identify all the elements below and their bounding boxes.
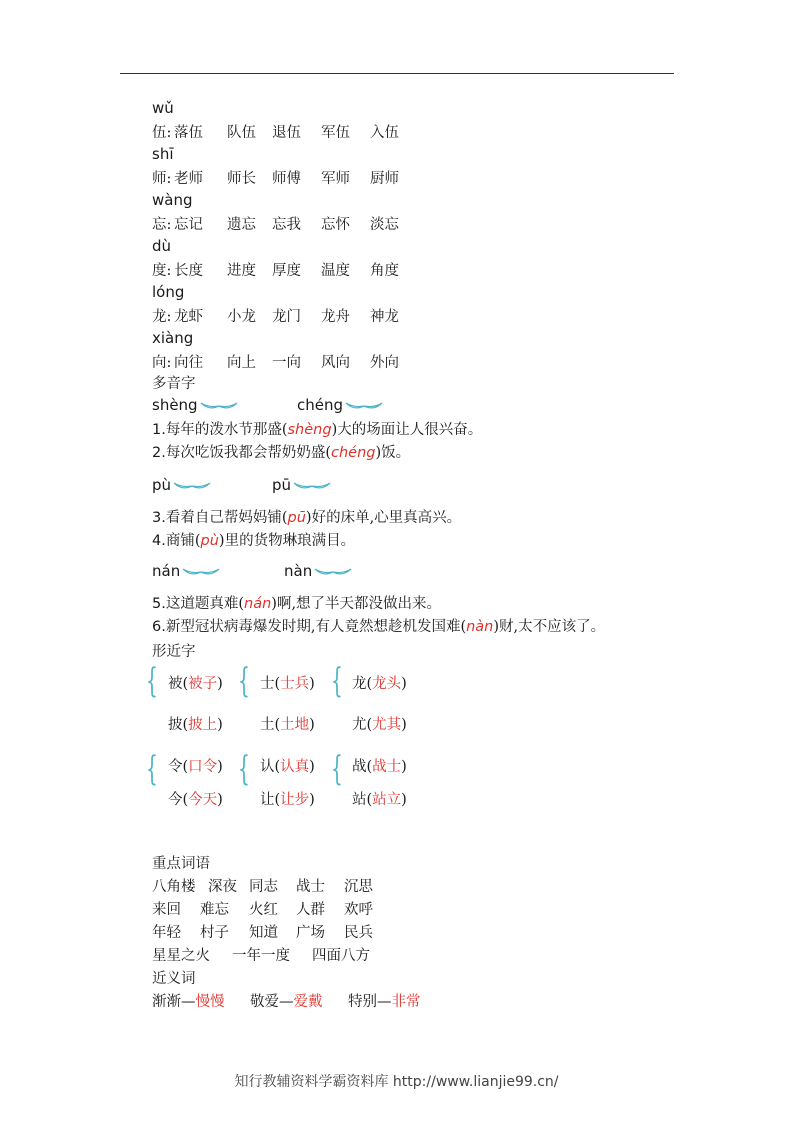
key-word: 民兵 [344, 925, 373, 941]
wave-underline-icon [173, 480, 211, 492]
synonym-pair [152, 990, 225, 1011]
polyphonic-heading: 多音字 [152, 376, 196, 392]
similar-bottom [168, 788, 223, 809]
group-char: 师: [152, 171, 172, 187]
polyphonic-reading [152, 476, 211, 494]
synonym-b: 非常 [391, 994, 421, 1010]
similar-char: 战( [352, 759, 373, 775]
sentence-text: )啊,想了半天都没做出来。 [271, 596, 442, 612]
synonym-dash: — [279, 994, 294, 1010]
group-word: 外向 [370, 355, 399, 371]
group-char: 龙: [152, 309, 172, 325]
polyphonic-sentence [152, 441, 410, 462]
group-char: 伍: [152, 125, 172, 141]
group-word: 向上 [227, 355, 256, 371]
group-word: 一向 [272, 355, 301, 371]
key-word: 沉思 [344, 879, 373, 895]
group-word: 神龙 [370, 309, 399, 325]
key-word: 深夜 [208, 879, 237, 895]
similar-word: 尤其 [372, 717, 402, 733]
similar-word: 土地 [280, 717, 310, 733]
similar-char: 尤( [352, 717, 373, 733]
similar-word: 被子 [188, 676, 218, 692]
wave-underline-icon [345, 400, 383, 412]
similar-top [260, 755, 315, 776]
group-word: 龙虾 [174, 309, 203, 325]
sentence-number: 6. [152, 619, 166, 635]
reading-text: pū [272, 476, 292, 494]
key-words-heading: 重点词语 [152, 856, 210, 872]
synonyms-heading: 近义词 [152, 971, 196, 987]
group-word: 龙门 [272, 309, 301, 325]
key-word: 同志 [249, 879, 278, 895]
group-word: 温度 [321, 263, 350, 279]
similar-word: 站立 [372, 792, 402, 808]
similar-char: 士( [260, 676, 281, 692]
pinyin-label: shī [152, 145, 174, 163]
key-word: 战士 [296, 879, 325, 895]
similar-char: 认( [260, 759, 281, 775]
polyphonic-sentence [152, 418, 482, 439]
group-word: 师长 [227, 171, 256, 187]
polyphonic-sentence [152, 615, 605, 636]
key-word: 欢呼 [344, 902, 373, 918]
similar-char: 被( [168, 676, 189, 692]
similar-paren: ) [217, 676, 223, 692]
sentence-text: 每次吃饭我都会帮奶奶盛( [165, 445, 331, 461]
group-word: 龙舟 [321, 309, 350, 325]
footer-watermark: 知行教辅资料学霸资料库 http://www.lianjie99.cn/ [234, 1074, 559, 1090]
key-word: 四面八方 [312, 948, 370, 964]
similar-word: 口令 [188, 759, 218, 775]
sentence-number: 3. [152, 510, 166, 526]
group-word: 入伍 [370, 125, 399, 141]
synonym-dash: — [181, 994, 196, 1010]
sentence-number: 5. [152, 596, 166, 612]
curly-brace-icon: { [146, 749, 158, 789]
sentence-text: 商铺( [165, 533, 201, 549]
group-word: 落伍 [174, 125, 203, 141]
group-word: 师傅 [272, 171, 301, 187]
similar-paren: ) [217, 759, 223, 775]
similar-paren: ) [401, 792, 407, 808]
similar-word: 战士 [372, 759, 402, 775]
reading-text: chéng [297, 396, 344, 414]
similar-top [260, 672, 315, 693]
key-word: 八角楼 [152, 879, 196, 895]
similar-bottom [260, 788, 315, 809]
key-word: 村子 [200, 925, 229, 941]
key-word: 知道 [249, 925, 278, 941]
similar-top [352, 672, 407, 693]
pinyin-label: lóng [152, 283, 185, 301]
sentence-text: 新型冠状病毒爆发时期,有人竟然想趁机发国难( [165, 619, 467, 635]
synonym-dash: — [377, 994, 392, 1010]
group-char: 向: [152, 355, 172, 371]
sentence-text: 这道题真难( [165, 596, 245, 612]
sentence-text: )饭。 [375, 445, 411, 461]
similar-char: 令( [168, 759, 189, 775]
sentence-number: 2. [152, 445, 166, 461]
reading-text: nàn [284, 562, 313, 580]
answer-pinyin: pù [200, 533, 219, 549]
similar-char: 土( [260, 717, 281, 733]
similar-word: 披上 [188, 717, 218, 733]
similar-word: 认真 [280, 759, 310, 775]
group-word: 进度 [227, 263, 256, 279]
group-char: 忘: [152, 217, 172, 233]
similar-bottom [168, 713, 223, 734]
similar-word: 今天 [188, 792, 218, 808]
key-word: 广场 [296, 925, 325, 941]
curly-brace-icon: { [238, 749, 250, 789]
similar-paren: ) [309, 676, 315, 692]
group-word: 军伍 [321, 125, 350, 141]
similar-paren: ) [217, 717, 223, 733]
wave-underline-icon [293, 480, 331, 492]
similar-char: 让( [260, 792, 281, 808]
polyphonic-reading [272, 476, 331, 494]
group-word: 淡忘 [370, 217, 399, 233]
group-word: 遗忘 [227, 217, 256, 233]
curly-brace-icon: { [331, 749, 343, 789]
header-rule [120, 73, 674, 74]
group-word: 忘怀 [321, 217, 350, 233]
group-word: 厚度 [272, 263, 301, 279]
sentence-text: 看着自己帮妈妈铺( [165, 510, 288, 526]
wave-underline-icon [200, 400, 238, 412]
sentence-number: 1. [152, 422, 166, 438]
polyphonic-sentence [152, 506, 461, 527]
group-word: 老师 [174, 171, 203, 187]
key-word: 人群 [296, 902, 325, 918]
pinyin-label: wàng [152, 191, 193, 209]
wave-underline-icon [182, 566, 220, 578]
synonym-pair [250, 990, 323, 1011]
similar-char: 披( [168, 717, 189, 733]
curly-brace-icon: { [146, 661, 158, 701]
answer-pinyin: pū [287, 510, 306, 526]
answer-pinyin: nàn [466, 619, 494, 635]
polyphonic-sentence [152, 529, 355, 550]
polyphonic-reading [284, 562, 352, 580]
sentence-text: 每年的泼水节那盛( [165, 422, 288, 438]
group-word: 长度 [174, 263, 203, 279]
synonym-b: 爱戴 [293, 994, 323, 1010]
reading-text: nán [152, 562, 181, 580]
key-word: 火红 [249, 902, 278, 918]
pinyin-label: wǔ [152, 99, 174, 117]
similar-heading: 形近字 [152, 644, 196, 660]
group-word: 忘我 [272, 217, 301, 233]
key-word: 来回 [152, 902, 181, 918]
sentence-text: )财,太不应该了。 [493, 619, 606, 635]
similar-char: 今( [168, 792, 189, 808]
group-word: 角度 [370, 263, 399, 279]
synonym-pair [348, 990, 421, 1011]
group-word: 厨师 [370, 171, 399, 187]
similar-paren: ) [401, 759, 407, 775]
answer-pinyin: nán [244, 596, 272, 612]
similar-word: 士兵 [280, 676, 310, 692]
key-word: 年轻 [152, 925, 181, 941]
key-word: 一年一度 [232, 948, 290, 964]
group-word: 小龙 [227, 309, 256, 325]
key-word: 星星之火 [152, 948, 210, 964]
polyphonic-reading [152, 562, 220, 580]
polyphonic-reading [297, 396, 383, 414]
similar-paren: ) [401, 676, 407, 692]
key-word: 难忘 [200, 902, 229, 918]
similar-top [352, 755, 407, 776]
answer-pinyin: chéng [331, 445, 376, 461]
similar-paren: ) [309, 717, 315, 733]
group-word: 风向 [321, 355, 350, 371]
pinyin-label: dù [152, 237, 172, 255]
answer-pinyin: shèng [287, 422, 332, 438]
synonym-b: 慢慢 [195, 994, 225, 1010]
similar-bottom [352, 713, 407, 734]
pinyin-label: xiàng [152, 329, 194, 347]
polyphonic-reading [152, 396, 238, 414]
group-char: 度: [152, 263, 172, 279]
group-word: 忘记 [174, 217, 203, 233]
synonym-a: 敬爱 [250, 994, 279, 1010]
similar-word: 让步 [280, 792, 310, 808]
sentence-text: )里的货物琳琅满目。 [218, 533, 356, 549]
sentence-text: )大的场面让人很兴奋。 [331, 422, 483, 438]
curly-brace-icon: { [331, 661, 343, 701]
similar-paren: ) [401, 717, 407, 733]
wave-underline-icon [314, 566, 352, 578]
reading-text: shèng [152, 396, 198, 414]
synonym-a: 特别 [348, 994, 377, 1010]
similar-top [168, 672, 223, 693]
similar-bottom [260, 713, 315, 734]
similar-top [168, 755, 223, 776]
group-word: 退伍 [272, 125, 301, 141]
similar-char: 龙( [352, 676, 373, 692]
similar-paren: ) [309, 792, 315, 808]
group-word: 军师 [321, 171, 350, 187]
similar-paren: ) [309, 759, 315, 775]
similar-char: 站( [352, 792, 373, 808]
similar-bottom [352, 788, 407, 809]
polyphonic-sentence [152, 592, 441, 613]
reading-text: pù [152, 476, 172, 494]
synonym-a: 渐渐 [152, 994, 181, 1010]
sentence-number: 4. [152, 533, 166, 549]
similar-word: 龙头 [372, 676, 402, 692]
group-word: 队伍 [227, 125, 256, 141]
group-word: 向往 [174, 355, 203, 371]
sentence-text: )好的床单,心里真高兴。 [305, 510, 462, 526]
similar-paren: ) [217, 792, 223, 808]
curly-brace-icon: { [238, 661, 250, 701]
